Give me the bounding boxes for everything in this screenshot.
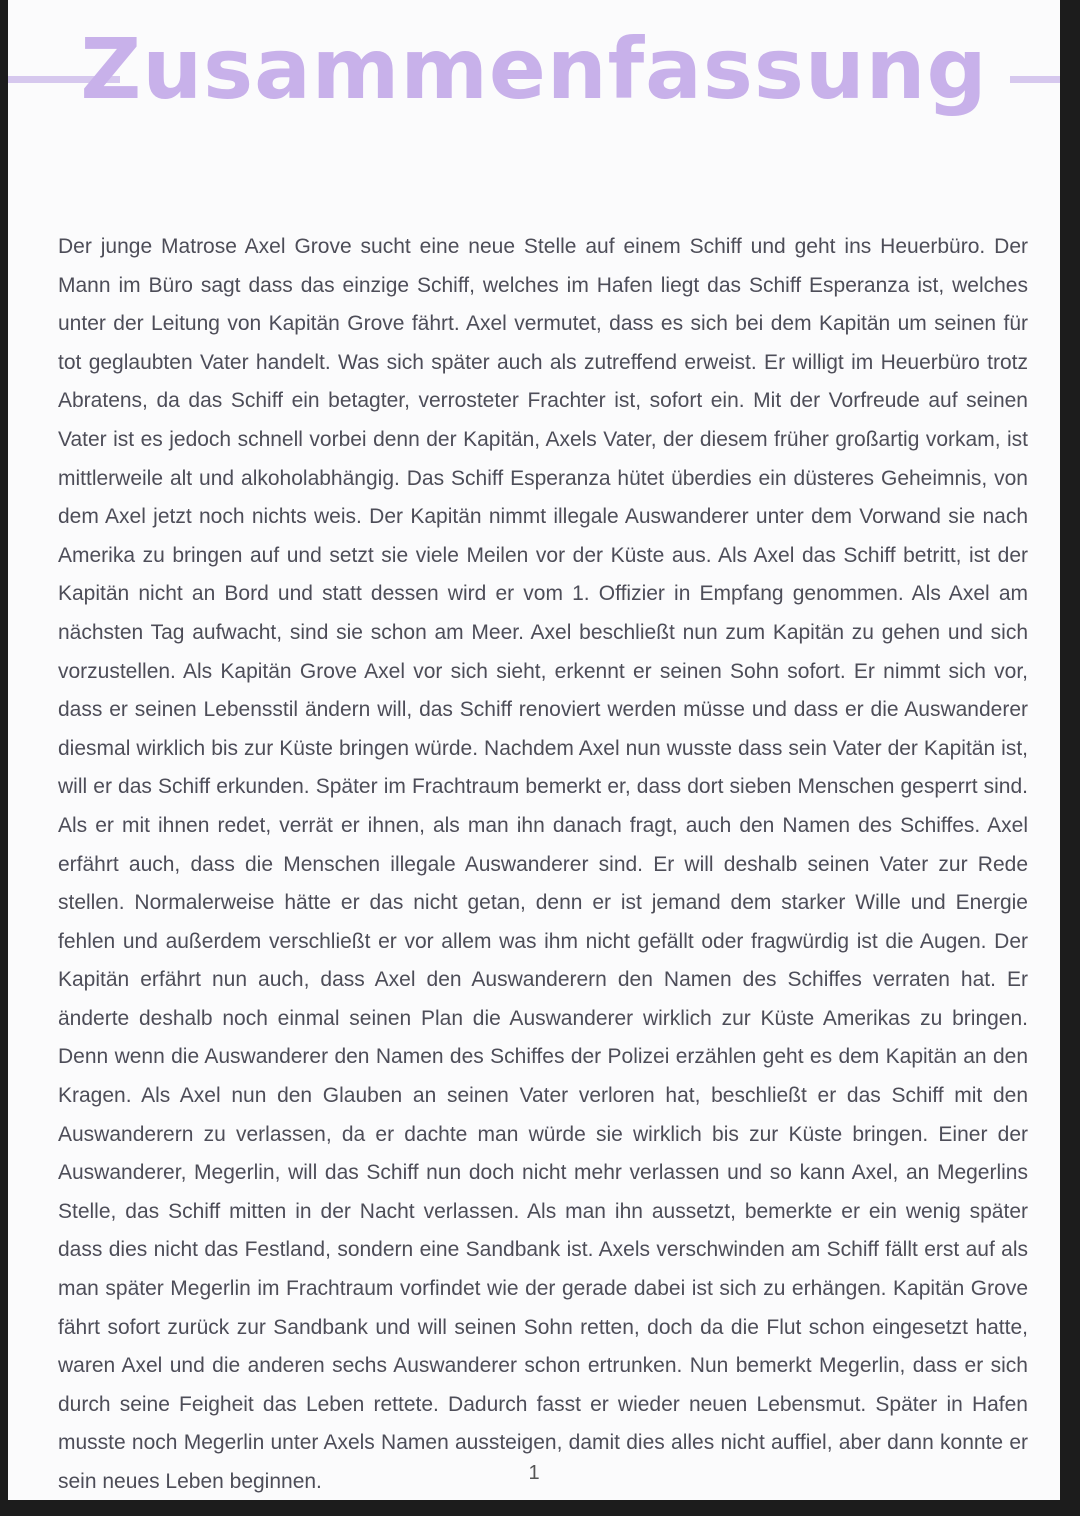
summary-paragraph: Der junge Matrose Axel Grove sucht eine neue Stelle auf einem Schiff und geht ins Heuerbüro. Der Mann im Büro sagt dass das einzige Schiff, welches im Hafen liegt das Schiff Esperanza ist, welches unter der Leitung von Kapitän Grove fährt. Axel vermutet, dass es sich bei dem Kapitän um seinen für tot geglaubten Vater handelt. Was sich später auch als zutreffend erweist. Er willigt im Heuerbüro trotz Abratens, da das Schiff ein betagter, verrosteter Frachter ist, sofort ein. Mit der Vorfreude auf seinen Vater ist es jedoch schnell vorbei denn der Kapitän, Axels Vater, der diesem früher großartig vorkam, ist mittlerweile alt und alkoholabhängig. Das Schiff Esperanza hütet überdies ein düsteres Geheimnis, von dem Axel jetzt noch nichts weis. Der Kapitän nimmt illegale Auswanderer unter dem Vorwand sie nach Amerika zu bringen auf und setzt sie viele Meilen vor der Küste aus. Als Axel das Schiff betritt, ist der Kapitän nicht an Bord und statt dessen wird er vom 1. Offizier in Empfang genommen. Als Axel am nächsten Tag aufwacht, sind sie schon am Meer. Axel beschließt nun zum Kapitän zu gehen und sich vorzustellen. Als Kapitän Grove Axel vor sich sieht, erkennt er seinen Sohn sofort. Er nimmt sich vor, dass er seinen Lebensstil ändern will, das Schiff renoviert werden müsse und dass er die Auswanderer diesmal wirklich bis zur Küste bringen würde. Nachdem Axel nun wusste dass sein Vater der Kapitän ist, will er das Schiff erkunden. Später im Frachtraum bemerkt er, dass dort sieben Menschen gesperrt sind. Als er mit ihnen redet, verrät er ihnen, als man ihn danach fragt, auch den Namen des Schiffes. Axel erfährt auch, dass die Menschen illegale Auswanderer sind. Er will deshalb seinen Vater zur Rede stellen. Normalerweise hätte er das nicht getan, denn er ist jemand dem starker Wille und Energie fehlen und außerdem verschließt er vor allem was ihm nicht gefällt oder fragwürdig ist die Augen. Der Kapitän erfährt nun auch, dass Axel den Auswanderern den Namen des Schiffes verraten hat. Er änderte deshalb noch einmal seinen Plan die Auswanderer wirklich zur Küste Amerikas zu bringen. Denn wenn die Auswanderer den Namen des Schiffes der Polizei erzählen geht es dem Kapitän an den Kragen. Als Axel nun den Glauben an seinen Vater verloren hat, beschließt er das Schiff mit den Auswanderern zu verlassen, da er dachte man würde sie wirklich bis zur Küste bringen. Einer der Auswanderer, Megerlin, will das Schiff nun doch nicht mehr verlassen und so kann Axel, an Megerlins Stelle, das Schiff mitten in der Nacht verlassen. Als man ihn aussetzt, bemerkte er ein wenig später dass dies nicht das Festland, sondern eine Sandbank ist. Axels verschwinden am Schiff fällt erst auf als man später Megerlin im Frachtraum vorfindet wie der gerade dabei ist sich zu erhängen. Kapitän Grove fährt sofort zurück zur Sandbank und will seinen Sohn retten, doch da die Flut schon eingesetzt hatte, waren Axel und die anderen sechs Auswanderer schon ertrunken. Nun bemerkt Megerlin, dass er sich durch seine Feigheit das Leben rettete. Dadurch fasst er wieder neuen Lebensmut. Später in Hafen musste noch Megerlin unter Axels Namen aussteigen, damit dies alles nicht auffiel, aber dann konnte er sein neues Leben beginnen. (58, 235, 1028, 1493)
title-row (8, 0, 1060, 130)
document-page (8, 0, 1060, 1500)
page-number: 1 (528, 1462, 540, 1484)
page-title: Zusammenfassung (80, 20, 988, 118)
